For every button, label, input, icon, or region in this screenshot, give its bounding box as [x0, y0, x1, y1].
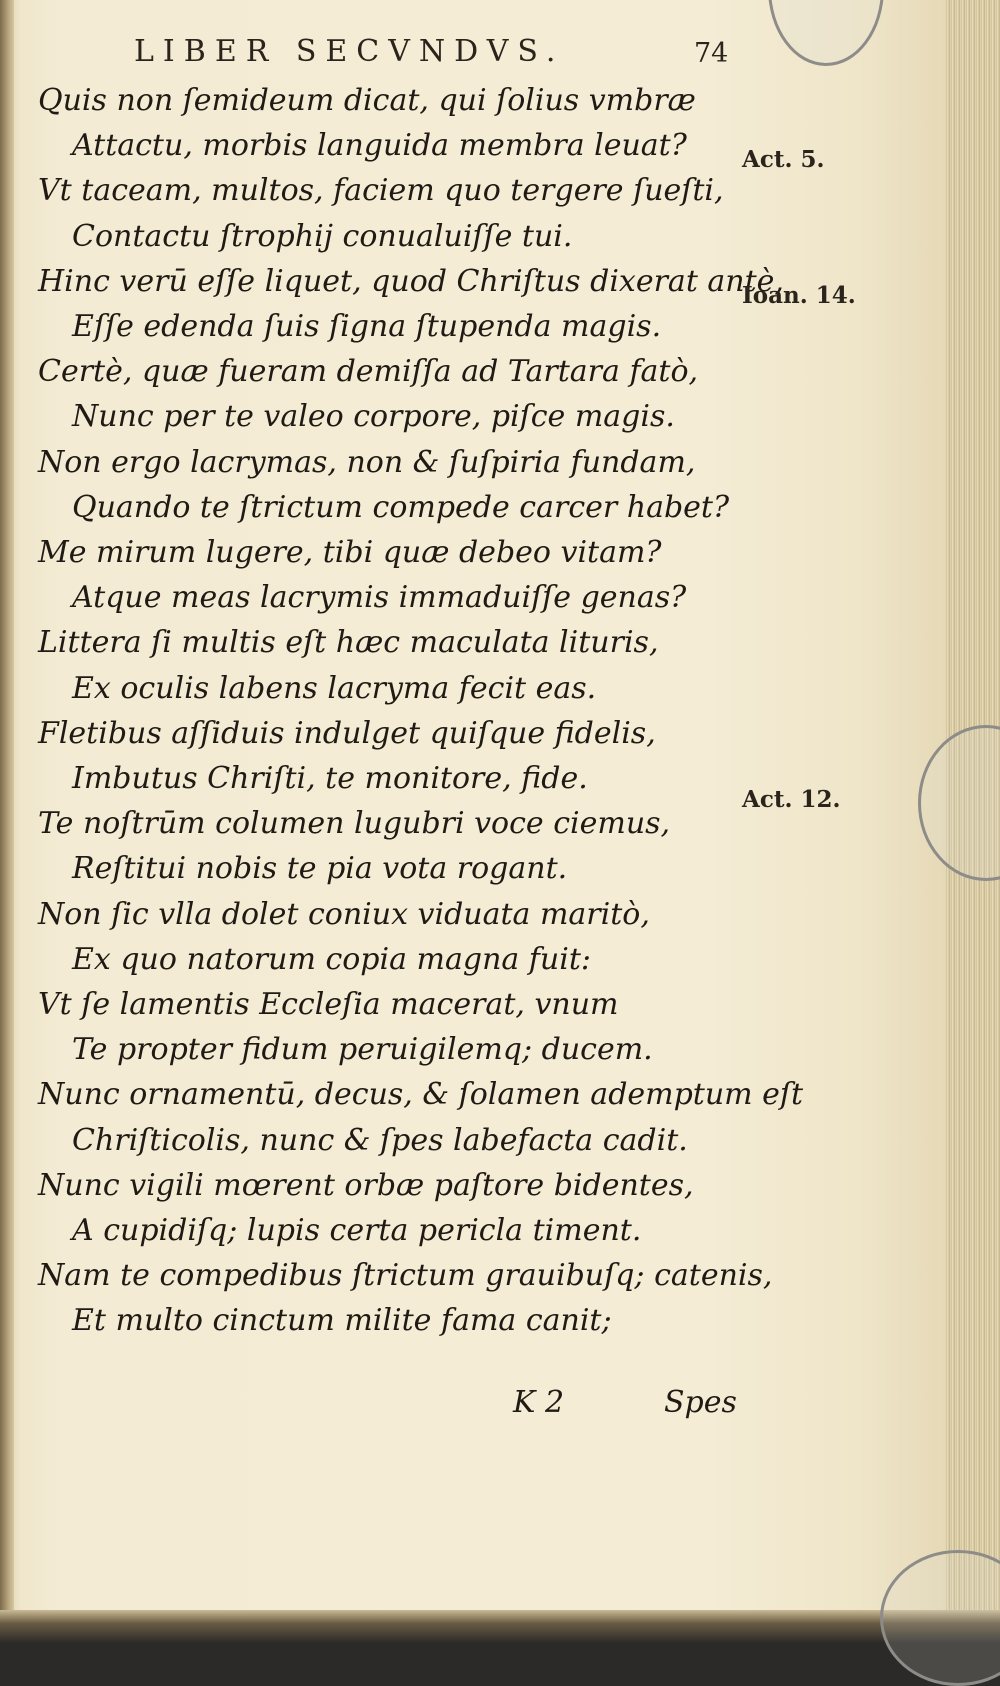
verse-line: Et multo cinctum milite fama canit;: [72, 1303, 612, 1338]
verse-line: A cupidiſq; lupis certa pericla timent.: [72, 1213, 642, 1248]
catchword: Spes: [664, 1385, 737, 1420]
margin-note: Ioan. 14.: [742, 282, 856, 309]
verse-line: Certè, quæ fueram demiſſa ad Tartara fatò,: [38, 354, 699, 389]
verse-line: Reſtitui nobis te pia vota rogant.: [72, 851, 568, 886]
binding-gutter: [0, 0, 14, 1643]
verse-line: Contactu ſtrophij conualuiſſe tui.: [72, 219, 573, 254]
verse-line: Chriſticolis, nunc & ſpes labefacta cadit.: [72, 1123, 688, 1158]
verse-line: Nam te compedibus ſtrictum grauibuſq; catenis,: [38, 1258, 773, 1293]
margin-note: Act. 12.: [742, 786, 841, 813]
verse-line: Me mirum lugere, tibi quæ debeo vitam?: [38, 535, 662, 570]
verse-line: Littera ſi multis eſt hæc maculata lituris,: [38, 625, 659, 660]
verse-line: Nunc ornamentū, decus, & ſolamen ademptum eſt: [38, 1077, 804, 1112]
verse-line: Non ſic vlla dolet coniux viduata maritò,: [38, 897, 650, 932]
running-header: [134, 34, 734, 74]
verse-line: Ex oculis labens lacryma fecit eas.: [72, 671, 597, 706]
verse-line: Quando te ſtrictum compede carcer habet?: [72, 490, 730, 525]
page-number: 74: [694, 38, 729, 69]
clip-right-middle: [918, 725, 1000, 881]
verse-line: Quis non ſemideum dicat, qui ſolius vmbræ: [38, 83, 696, 118]
verse-line: Non ergo lacrymas, non & ſuſpiria fundam,: [38, 445, 696, 480]
clip-top-right: [768, 0, 884, 66]
verse-line: Ex quo natorum copia magna fuit:: [72, 942, 591, 977]
verse-line: Eſſe edenda ſuis ſigna ſtupenda magis.: [72, 309, 662, 344]
verse-line: Fletibus aſſiduis indulget quiſque fidelis,: [38, 716, 656, 751]
signature-mark: K 2: [513, 1385, 565, 1420]
verse-line: Attactu, morbis languida membra leuat?: [72, 128, 687, 163]
verse-line: Vt ſe lamentis Eccleſia macerat, vnum: [38, 987, 619, 1022]
verse-line: Te noſtrūm columen lugubri voce ciemus,: [38, 806, 671, 841]
verse-line: Hinc verū eſſe liquet, quod Chriſtus dixerat antè,: [38, 264, 784, 299]
verse-line: Te propter fidum peruigilemq; ducem.: [72, 1032, 653, 1067]
verse-line: Atque meas lacrymis immaduiſſe genas?: [72, 580, 687, 615]
clip-bottom-right: [880, 1550, 1000, 1686]
verse-line: Imbutus Chriſti, te monitore, fide.: [72, 761, 588, 796]
page-bottom-shadow: [0, 1610, 1000, 1643]
verse-line: Vt taceam, multos, faciem quo tergere ſueſti,: [38, 173, 724, 208]
verse-line: Nunc vigili mœrent orbæ paſtore bidentes,: [38, 1168, 694, 1203]
running-head: LIBER SECVNDVS.: [134, 34, 565, 69]
verse-line: Nunc per te valeo corpore, piſce magis.: [72, 399, 675, 434]
margin-note: Act. 5.: [742, 146, 825, 173]
